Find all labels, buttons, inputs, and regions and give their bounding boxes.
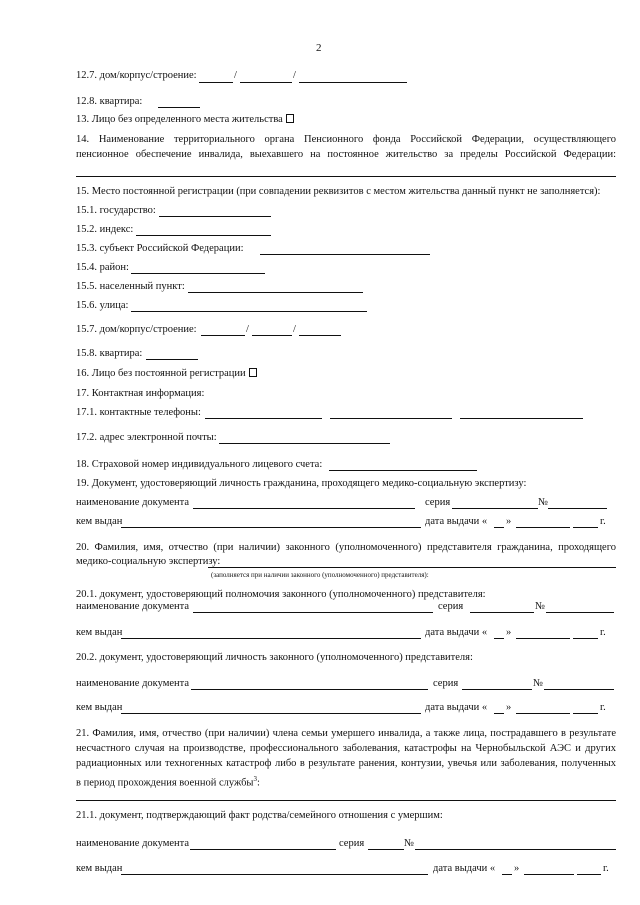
family-member-text-4 [76, 773, 260, 790]
issue-date-label: дата выдачи « [425, 702, 488, 713]
number-label: № [533, 678, 544, 689]
family-member-text-1: 21. Фамилия, имя, отчество (при наличии) члена семьи умершего инвалида, а также лица, пострадавшего в результате [76, 728, 616, 739]
representative-note: (заполняется при наличии законного (уполномоченного) представителя): [211, 571, 429, 579]
phones-label: 17.1. контактные телефоны: [76, 407, 201, 418]
issue-year-field[interactable] [573, 527, 598, 528]
issued-by-label: кем выдан [76, 863, 123, 874]
year-label: г. [600, 702, 606, 713]
country-label: 15.1. государство: [76, 205, 156, 216]
issued-by-field[interactable] [121, 713, 421, 714]
representative-text-2: медико-социальную экспертизу: [76, 556, 221, 567]
no-residence-text: 13. Лицо без определенного места жительства [76, 114, 283, 125]
phone-field-3[interactable] [460, 418, 583, 419]
issue-month-field[interactable] [516, 638, 570, 639]
issued-by-field[interactable] [121, 638, 421, 639]
apartment-field[interactable] [158, 107, 200, 108]
issue-day-field[interactable] [502, 874, 512, 875]
building-field[interactable] [240, 82, 292, 83]
issued-by-label: кем выдан [76, 627, 123, 638]
house-field[interactable] [201, 335, 245, 336]
doc-name-label: наименование документа [76, 497, 190, 508]
subject-label: 15.3. субъект Российской Федерации: [76, 243, 244, 254]
issued-by-field[interactable] [121, 874, 428, 875]
pfr-organ-field[interactable] [76, 176, 616, 177]
issue-month-field[interactable] [516, 527, 570, 528]
family-member-text-4-main: в период прохождения военной службы [76, 777, 254, 789]
series-label: серия [433, 678, 459, 689]
no-registration-text: 16. Лицо без постоянной регистрации [76, 368, 246, 379]
structure-field[interactable] [299, 335, 341, 336]
family-member-text-2: несчастного случая на производстве, профессионального заболевания, катастрофы на Чернобыльской АЭС и других [76, 743, 616, 754]
building-field[interactable] [252, 335, 292, 336]
doc-name-label: наименование документа [76, 678, 190, 689]
house-field[interactable] [199, 82, 233, 83]
year-label: г. [603, 863, 609, 874]
series-label: серия [339, 838, 365, 849]
quote-close: » [506, 702, 512, 713]
issue-year-field[interactable] [573, 638, 598, 639]
slash: / [246, 324, 249, 335]
street-label: 15.6. улица: [76, 300, 129, 311]
district-label: 15.4. район: [76, 262, 129, 273]
year-label: г. [600, 516, 606, 527]
year-label: г. [600, 627, 606, 638]
apartment-label-15-8: 15.8. квартира: [76, 348, 143, 359]
series-field[interactable] [462, 689, 532, 690]
locality-field[interactable] [188, 292, 363, 293]
registration-title: 15. Место постоянной регистрации (при совпадении реквизитов с местом жительства данный пункт не заполняется): [76, 186, 601, 197]
series-label: серия [438, 601, 464, 612]
pfr-organ-text-1: 14. Наименование территориального органа Пенсионного фонда Российской Федерации, осуществляющего [76, 134, 616, 145]
house-label-15-7: 15.7. дом/корпус/строение: [76, 324, 197, 335]
number-field[interactable] [544, 689, 614, 690]
quote-close: » [506, 627, 512, 638]
number-field[interactable] [548, 508, 607, 509]
series-field[interactable] [368, 849, 404, 850]
email-label: 17.2. адрес электронной почты: [76, 432, 217, 443]
country-field[interactable] [159, 216, 271, 217]
issue-year-field[interactable] [577, 874, 601, 875]
issue-date-label: дата выдачи « [425, 516, 488, 527]
series-label: серия [425, 497, 451, 508]
doc-name-label: наименование документа [76, 838, 190, 849]
doc-name-field[interactable] [190, 849, 336, 850]
index-label: 15.2. индекс: [76, 224, 134, 235]
number-label: № [404, 838, 415, 849]
number-label: № [535, 601, 546, 612]
authority-doc-title: 20.1. документ, удостоверяющий полномочия законного (уполномоченного) представителя: [76, 589, 486, 600]
issue-date-label: дата выдачи « [425, 627, 488, 638]
snils-field[interactable] [329, 470, 477, 471]
issued-by-label: кем выдан [76, 702, 123, 713]
apartment-label-12-8: 12.8. квартира: [76, 96, 143, 107]
doc-name-label: наименование документа [76, 601, 190, 612]
issue-year-field[interactable] [573, 713, 598, 714]
contact-title: 17. Контактная информация: [76, 388, 205, 399]
kinship-doc-title: 21.1. документ, подтверждающий факт родства/семейного отношения с умершим: [76, 810, 443, 821]
locality-label: 15.5. населенный пункт: [76, 281, 185, 292]
page-number: 2 [316, 42, 322, 54]
slash: / [293, 70, 296, 81]
doc-name-field[interactable] [193, 508, 415, 509]
slash: / [234, 70, 237, 81]
apartment-field[interactable] [146, 359, 198, 360]
district-field[interactable] [131, 273, 265, 274]
doc-name-field[interactable] [191, 689, 428, 690]
phone-field-1[interactable] [205, 418, 322, 419]
identity-doc-title: 19. Документ, удостоверяющий личность гражданина, проходящего медико-социальную экспертизу: [76, 478, 527, 489]
email-field[interactable] [219, 443, 390, 444]
snils-label: 18. Страховой номер индивидуального лицевого счета: [76, 459, 323, 470]
series-field[interactable] [470, 612, 534, 613]
issue-date-label: дата выдачи « [433, 863, 496, 874]
rep-identity-doc-title: 20.2. документ, удостоверяющий личность законного (уполномоченного) представителя: [76, 652, 473, 663]
colon: : [256, 777, 260, 789]
number-field[interactable] [546, 612, 614, 613]
pfr-organ-text-2: пенсионное обеспечение инвалида, выехавшего на постоянное жительство за пределы Российской Федерации: [76, 149, 616, 160]
no-residence-label [76, 114, 294, 126]
no-registration-label [76, 368, 257, 380]
slash: / [293, 324, 296, 335]
representative-field[interactable] [208, 567, 616, 568]
quote-close: » [506, 516, 512, 527]
index-field[interactable] [136, 235, 271, 236]
issue-month-field[interactable] [524, 874, 574, 875]
representative-text-1: 20. Фамилия, имя, отчество (при наличии) законного (уполномоченного) представителя гражданина, проходящего [76, 542, 616, 553]
family-member-text-3: радиационных или техногенных катастроф либо в результате ранения, контузии, увечья или заболевания, полученных [76, 758, 616, 769]
house-label-12-7: 12.7. дом/корпус/строение: [76, 70, 197, 81]
family-member-field[interactable] [76, 800, 616, 801]
phone-field-2[interactable] [330, 418, 452, 419]
series-field[interactable] [452, 508, 538, 509]
street-field[interactable] [131, 311, 367, 312]
number-field[interactable] [415, 849, 616, 850]
footnote-mark: 3 [253, 775, 257, 783]
subject-field[interactable] [260, 254, 430, 255]
issue-day-field[interactable] [494, 638, 504, 639]
issue-day-field[interactable] [494, 713, 504, 714]
doc-name-field[interactable] [193, 612, 433, 613]
issue-day-field[interactable] [494, 527, 504, 528]
issued-by-label: кем выдан [76, 516, 123, 527]
issue-month-field[interactable] [516, 713, 570, 714]
structure-field[interactable] [299, 82, 407, 83]
issued-by-field[interactable] [121, 527, 421, 528]
no-registration-checkbox[interactable] [249, 368, 257, 377]
quote-close: » [514, 863, 520, 874]
number-label: № [538, 497, 549, 508]
no-residence-checkbox[interactable] [286, 114, 294, 123]
